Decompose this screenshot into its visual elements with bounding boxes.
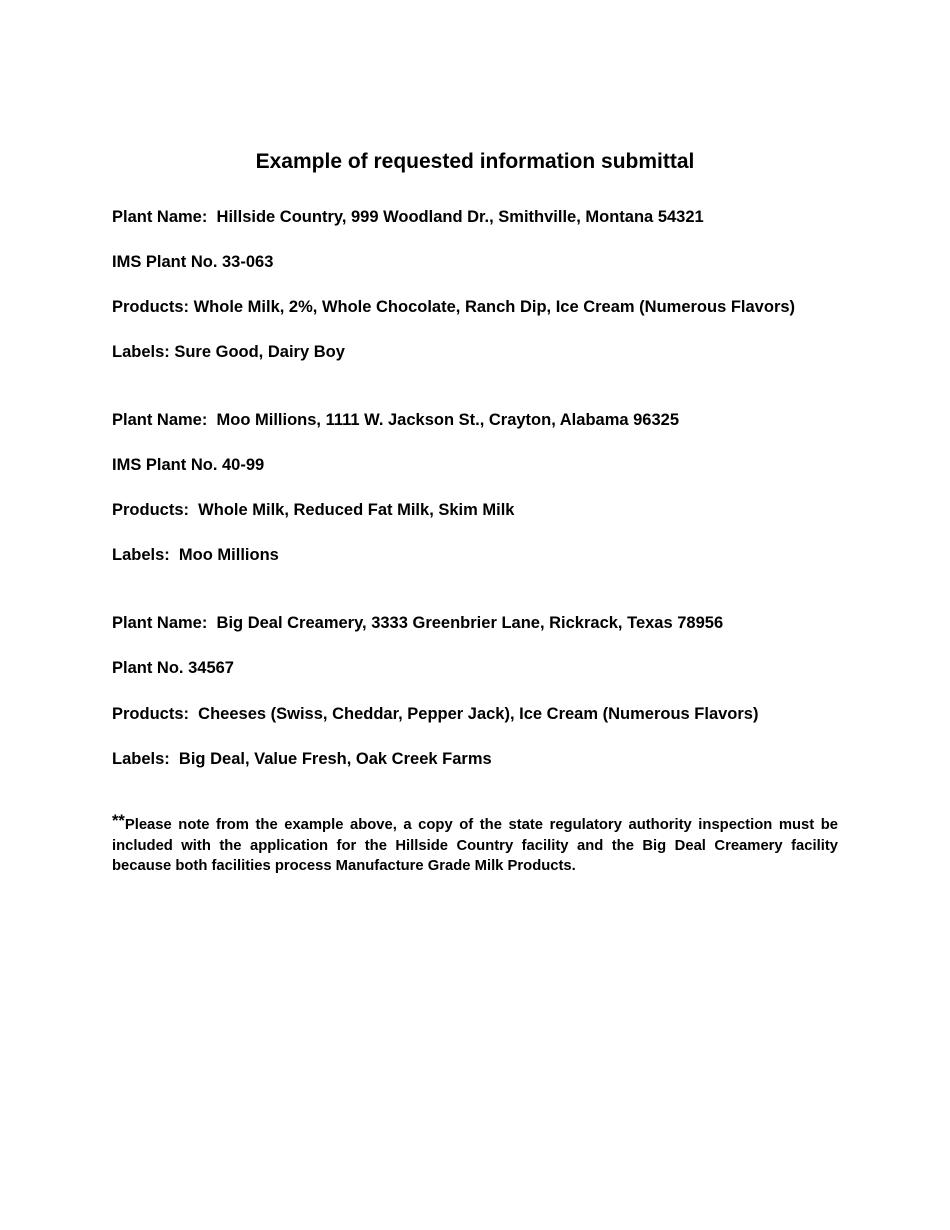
plant-2-name: Plant Name: Moo Millions, 1111 W. Jackson St., Crayton, Alabama 96325 (112, 411, 680, 429)
plant-3-labels: Labels: Big Deal, Value Fresh, Oak Creek Farms (112, 750, 492, 768)
plant-2-number: IMS Plant No. 40-99 (112, 456, 265, 474)
footnote (112, 812, 838, 877)
plant-3-products: Products: Cheeses (Swiss, Cheddar, Pepper Jack), Ice Cream (Numerous Flavors) (112, 705, 759, 723)
footnote-text: Please note from the example above, a copy of the state regulatory authority inspection must be included with the application for the Hillside Country facility and the Big Deal Creamery facility because both facilities process Manufacture Grade Milk Products. (112, 817, 838, 874)
plant-1-labels: Labels: Sure Good, Dairy Boy (112, 343, 345, 361)
plant-3-name: Plant Name: Big Deal Creamery, 3333 Greenbrier Lane, Rickrack, Texas 78956 (112, 614, 724, 632)
plant-1-number: IMS Plant No. 33-063 (112, 253, 274, 271)
plant-3-number: Plant No. 34567 (112, 659, 234, 677)
footnote-marker: ** (112, 812, 125, 830)
plant-2-labels: Labels: Moo Millions (112, 546, 279, 564)
plant-1-products: Products: Whole Milk, 2%, Whole Chocolate, Ranch Dip, Ice Cream (Numerous Flavors) (112, 298, 796, 316)
plant-1-name: Plant Name: Hillside Country, 999 Woodland Dr., Smithville, Montana 54321 (112, 208, 704, 226)
document-title: Example of requested information submittal (255, 150, 695, 173)
plant-2-products: Products: Whole Milk, Reduced Fat Milk, Skim Milk (112, 501, 515, 519)
